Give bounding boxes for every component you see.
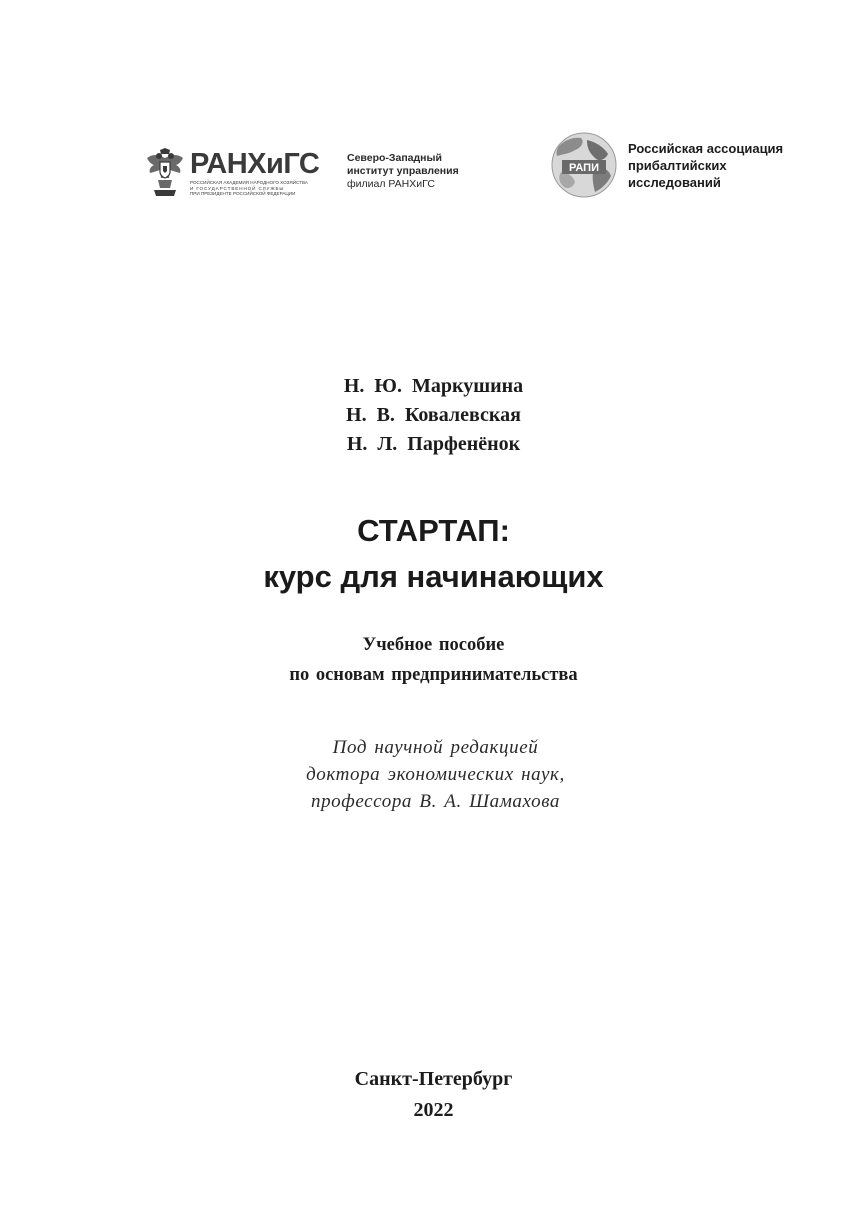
- ranepa-full-name-line: ПРИ ПРЕЗИДЕНТЕ РОССИЙСКОЙ ФЕДЕРАЦИИ: [190, 191, 296, 197]
- book-title-line: СТАРТАП:: [357, 513, 510, 548]
- ranepa-full-name: [190, 180, 306, 197]
- author-name: Н. Ю. Маркушина: [343, 375, 524, 397]
- authors: [0, 372, 857, 459]
- nw-institute-line: филиал РАНХиГС: [347, 178, 435, 190]
- book-subtitle: [0, 630, 857, 690]
- rapi-globe-logo: [551, 132, 617, 198]
- rapi-name-line: прибалтийских: [628, 158, 727, 173]
- nw-institute-label: [347, 152, 459, 191]
- imprint: [0, 1064, 857, 1126]
- rapi-name-line: Российская ассоциация: [628, 141, 784, 156]
- ranepa-wordmark: РАНХиГС: [190, 148, 320, 180]
- nw-institute-line: Северо-Западный: [347, 152, 442, 164]
- imprint-city: Санкт-Петербург: [354, 1068, 513, 1090]
- book-title-line: курс для начинающих: [263, 559, 604, 594]
- nw-institute-line: институт управления: [347, 165, 459, 177]
- ranepa-full-name-line: РОССИЙСКАЯ АКАДЕМИЯ НАРОДНОГО ХОЗЯЙСТВА: [190, 180, 308, 185]
- logo-bar: [0, 128, 857, 208]
- author-name: Н. В. Ковалевская: [346, 404, 521, 426]
- ranepa-full-name-line: И ГОСУДАРСТВЕННОЙ СЛУЖБЫ: [190, 185, 285, 191]
- imprint-year: 2022: [413, 1099, 454, 1121]
- editor-credit: [0, 734, 857, 815]
- book-title: [0, 508, 857, 600]
- author-name: Н. Л. Парфенёнок: [346, 433, 521, 455]
- ranepa-logo: [146, 148, 320, 200]
- rapi-badge-text: РАПИ: [569, 162, 599, 174]
- book-subtitle-line: Учебное пособие: [362, 635, 505, 655]
- book-subtitle-line: по основам предпринимательства: [289, 665, 578, 685]
- editor-credit-line: Под научной редакцией: [332, 737, 539, 758]
- rapi-name: [628, 140, 783, 191]
- editor-credit-line: профессора В. А. Шамахова: [310, 791, 561, 812]
- editor-credit-line: доктора экономических наук,: [306, 764, 565, 785]
- rapi-name-line: исследований: [628, 175, 721, 190]
- double-headed-eagle-icon: [146, 148, 184, 198]
